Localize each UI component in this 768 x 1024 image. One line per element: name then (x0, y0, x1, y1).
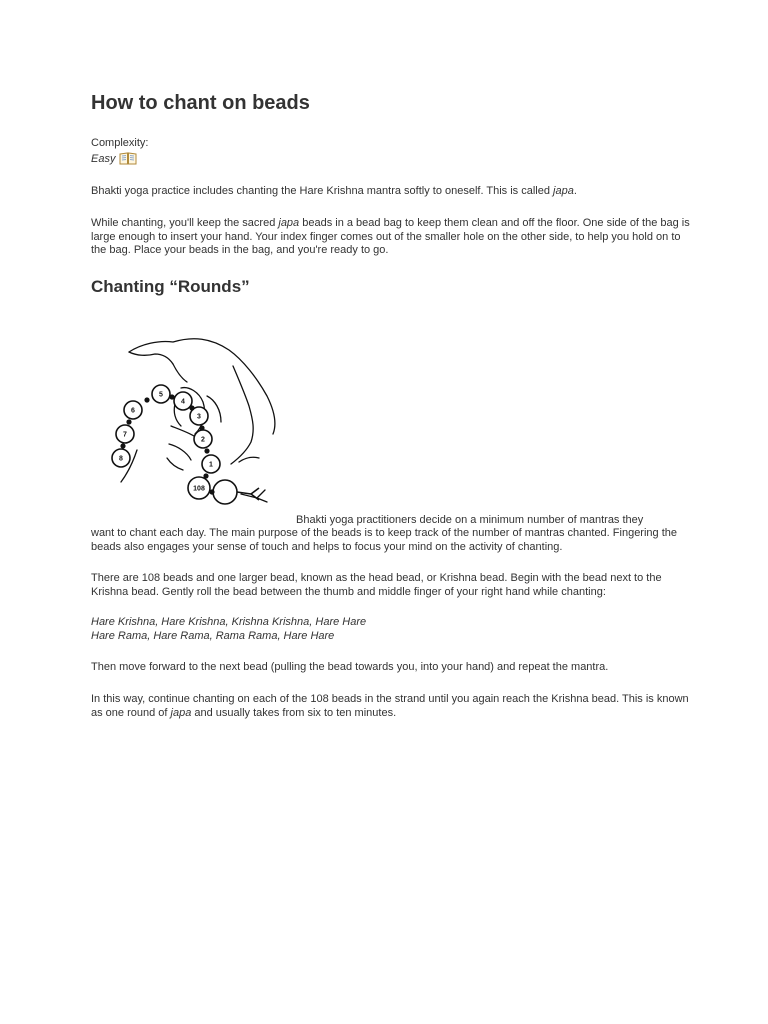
round-paragraph: In this way, continue chanting on each of the 108 beads in the strand until you again reach the Krishna bead. This is known as one round of japa and usually takes from six to ten minutes. (91, 693, 689, 719)
bead-label: 8 (119, 455, 123, 463)
bead-label: 1 (209, 461, 213, 469)
section-heading: Chanting “Rounds” (91, 277, 250, 296)
forward-paragraph: Then move forward to the next bead (pulling the bead towards you, into your hand) and repeat the mantra. (91, 661, 609, 673)
bead-strand (111, 330, 301, 510)
mantra-line-1: Hare Krishna, Hare Krishna, Krishna Krishna, Hare Hare (91, 616, 367, 628)
mantra (91, 616, 691, 643)
purpose-paragraph: want to chant each day. The main purpose of the beads is to keep track of the number of mantras chanted. Fingering the beads also engages your sense of touch and helps to focus your mind on the activity of chanting. (91, 527, 677, 553)
mantra-line-2: Hare Rama, Hare Rama, Rama Rama, Hare Hare (91, 629, 335, 642)
beads-paragraph: There are 108 beads and one larger bead, known as the head bead, or Krishna bead. Begin with the bead next to the Krishna bead. Gently roll the bead between the thumb and middle finger of your right hand while chanting: (91, 572, 662, 598)
purpose-paragraph-first-line: Bhakti yoga practitioners decide on a minimum number of mantras they (296, 514, 644, 526)
page-title: How to chant on beads (91, 92, 310, 114)
krishna-bead (213, 480, 237, 504)
bead-label: 2 (201, 436, 205, 444)
bead-label: 6 (131, 407, 135, 415)
complexity-value (91, 152, 137, 165)
open-book-icon (119, 152, 137, 165)
bead-label: 108 (193, 485, 205, 493)
bead-label: 5 (159, 391, 163, 399)
bead-label: 7 (123, 431, 127, 439)
complexity-label: Complexity: (91, 137, 149, 149)
intro-paragraph: Bhakti yoga practice includes chanting the Hare Krishna mantra softly to oneself. This is called japa. (91, 185, 577, 197)
bag-paragraph: While chanting, you'll keep the sacred japa beads in a bead bag to keep them clean and off the floor. One side of the bag is large enough to insert your hand. Your index finger comes out of the smaller hole on the other side, to help you hold on to the bag. Place your beads in the bag, and you're ready to go. (91, 217, 690, 256)
bead-label: 3 (197, 413, 201, 421)
hand-with-beads-illustration (111, 330, 301, 510)
complexity-level: Easy (91, 152, 116, 165)
bead-label: 4 (181, 398, 185, 406)
